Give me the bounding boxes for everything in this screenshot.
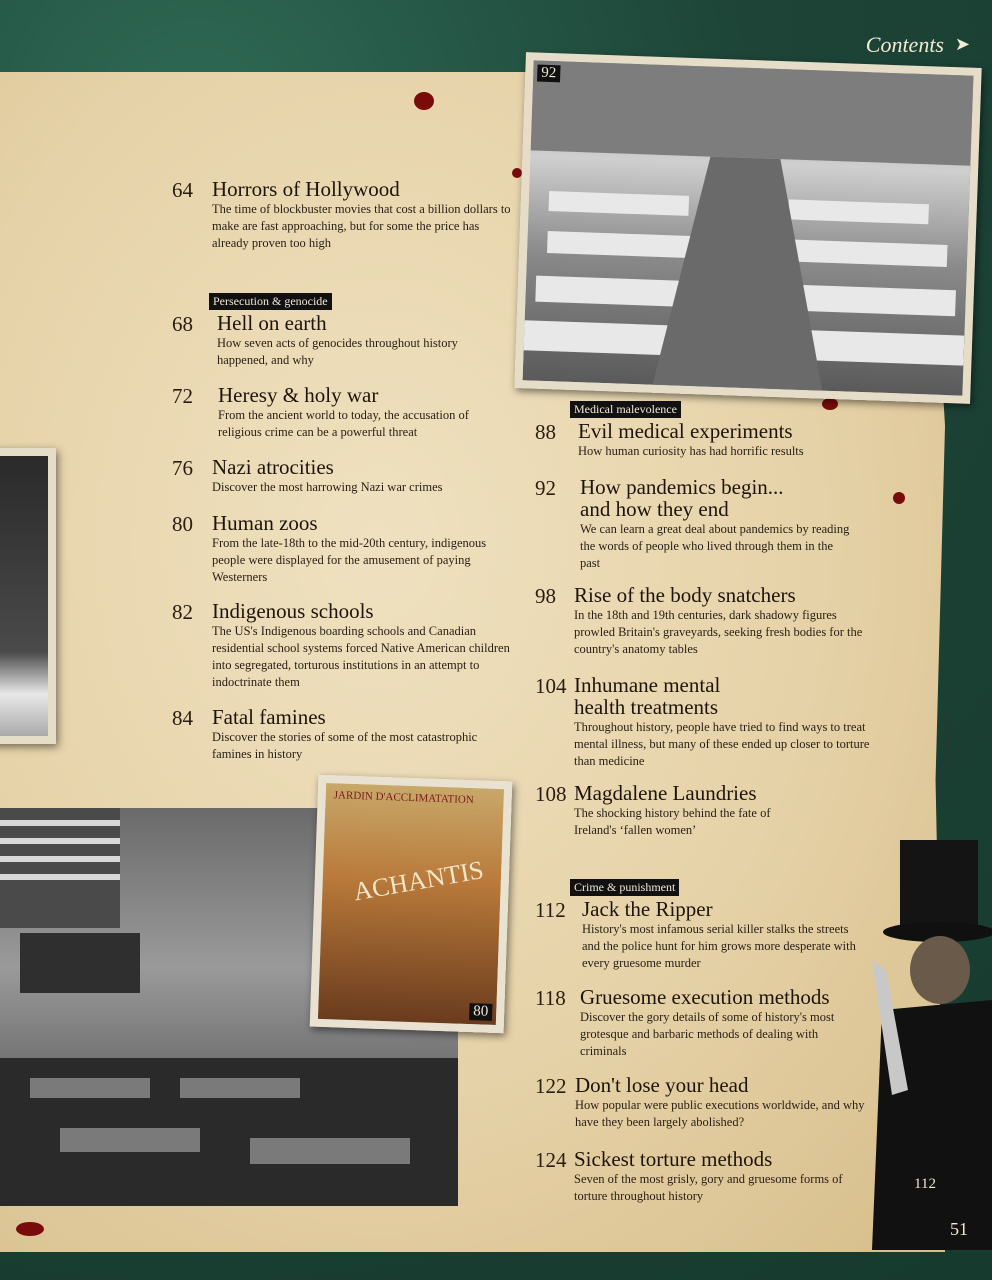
toc-entry[interactable] [535, 782, 875, 839]
entry-title: Heresy & holy war [218, 383, 379, 407]
ink-blot [822, 398, 838, 410]
section-label-persecution: Persecution & genocide [209, 293, 332, 310]
entry-description: We can learn a great deal about pandemics by reading the words of people who lived through them in the past [580, 522, 850, 570]
page-header-title: Contents [865, 32, 944, 57]
entry-title: Sickest torture methods [574, 1147, 773, 1171]
toc-entry[interactable] [172, 456, 512, 496]
entry-page-number: 112 [535, 898, 566, 922]
toc-entry[interactable] [172, 178, 522, 252]
page-badge: 112 [910, 1176, 940, 1193]
toc-entry[interactable] [535, 986, 865, 1060]
entry-description: How popular were public executions worldwide, and why have they been largely abolished? [575, 1098, 865, 1129]
entry-title: Evil medical experiments [578, 419, 793, 443]
photo-credit: © Alamy, Getty [943, 717, 952, 770]
entry-page-number: 92 [535, 476, 556, 500]
entry-page-number: 104 [535, 674, 567, 698]
entry-description: The shocking history behind the fate of Ireland's ‘fallen women’ [574, 806, 771, 837]
toc-entry[interactable] [172, 706, 517, 763]
entry-title: Rise of the body snatchers [574, 583, 796, 607]
entry-page-number: 108 [535, 782, 567, 806]
entry-description: Discover the stories of some of the most catastrophic famines in history [212, 730, 478, 761]
entry-page-number: 118 [535, 986, 566, 1010]
ink-blot [414, 92, 434, 110]
entry-description: From the ancient world to today, the accusation of religious crime can be a powerful threat [218, 408, 469, 439]
entry-description: The US's Indigenous boarding schools and Canadian residential school systems forced Native American children into segregated, torturous institutions in an attempt to indoctrinate them [212, 624, 510, 689]
ink-blot [16, 1222, 44, 1236]
entry-title: Indigenous schools [212, 599, 374, 623]
ink-blot [893, 492, 905, 504]
toc-entry[interactable] [535, 1074, 875, 1131]
page-number: 51 [950, 1219, 968, 1239]
toc-entry[interactable] [535, 420, 875, 460]
left-cropped-photo [0, 448, 56, 744]
entry-description: From the late-18th to the mid-20th century, indigenous people were displayed for the amusement of paying Westerners [212, 536, 487, 584]
influenza-hospital-photo [514, 52, 981, 404]
entry-page-number: 80 [172, 512, 193, 536]
entry-description: Seven of the most grisly, gory and gruesome forms of torture throughout history [574, 1172, 843, 1203]
toc-entry[interactable] [535, 674, 885, 770]
section-label-medical: Medical malevolence [570, 401, 681, 418]
entry-description: History's most infamous serial killer stalks the streets and the police hunt for him grows more desperate with every gruesome murder [582, 922, 856, 970]
entry-page-number: 84 [172, 706, 193, 730]
jack-the-ripper-illustration [872, 820, 992, 1250]
entry-page-number: 72 [172, 384, 193, 408]
toc-entry[interactable] [172, 600, 517, 691]
entry-title: Nazi atrocities [212, 455, 334, 479]
entry-page-number: 124 [535, 1148, 567, 1172]
entry-page-number: 68 [172, 312, 193, 336]
entry-title: Hell on earth [217, 311, 327, 335]
entry-title: Horrors of Hollywood [212, 177, 400, 201]
entry-page-number: 88 [535, 420, 556, 444]
entry-title: Magdalene Laundries [574, 781, 757, 805]
entry-title: Don't lose your head [575, 1073, 749, 1097]
poster-heading: JARDIN D'ACCLIMATATION [333, 789, 475, 807]
entry-title: How pandemics begin... and how they end [580, 475, 784, 521]
entry-description: Throughout history, people have tried to find ways to treat mental illness, but many of these ended up closer to torture than medicine [574, 720, 870, 768]
entry-description: Discover the most harrowing Nazi war crimes [212, 480, 443, 494]
entry-description: How human curiosity has had horrific results [578, 444, 804, 458]
toc-entry[interactable] [535, 584, 880, 658]
arrow-left-icon: ➤ [954, 34, 970, 55]
entry-page-number: 64 [172, 178, 193, 202]
entry-description: In the 18th and 19th centuries, dark shadowy figures prowled Britain's graveyards, seeking fresh bodies for the country's anatomy tables [574, 608, 863, 656]
page-badge: 80 [469, 1003, 493, 1021]
entry-description: The time of blockbuster movies that cost a billion dollars to make are fast approaching, but for some the price has already proven too high [212, 202, 511, 250]
toc-entry[interactable] [535, 898, 865, 972]
toc-entry[interactable] [535, 476, 875, 572]
entry-title: Fatal famines [212, 705, 326, 729]
section-label-crime: Crime & punishment [570, 879, 679, 896]
entry-page-number: 98 [535, 584, 556, 608]
toc-entry[interactable] [172, 512, 512, 586]
entry-page-number: 82 [172, 600, 193, 624]
entry-description: How seven acts of genocides throughout history happened, and why [217, 336, 458, 367]
human-zoo-poster [310, 775, 513, 1034]
poster-title: ACHANTIS [351, 855, 486, 907]
toc-entry[interactable] [172, 384, 512, 441]
entry-title: Inhumane mental health treatments [574, 673, 721, 719]
entry-title: Jack the Ripper [582, 897, 713, 921]
entry-title: Gruesome execution methods [580, 985, 830, 1009]
entry-page-number: 76 [172, 456, 193, 480]
hospital-ward-illustration [523, 60, 974, 395]
page-badge: 92 [537, 65, 561, 83]
toc-entry[interactable] [535, 1148, 875, 1205]
entry-title: Human zoos [212, 511, 318, 535]
entry-description: Discover the gory details of some of history's most grotesque and barbaric methods of dealing with criminals [580, 1010, 835, 1058]
ink-blot [512, 168, 522, 178]
toc-entry[interactable] [172, 312, 512, 369]
entry-page-number: 122 [535, 1074, 567, 1098]
